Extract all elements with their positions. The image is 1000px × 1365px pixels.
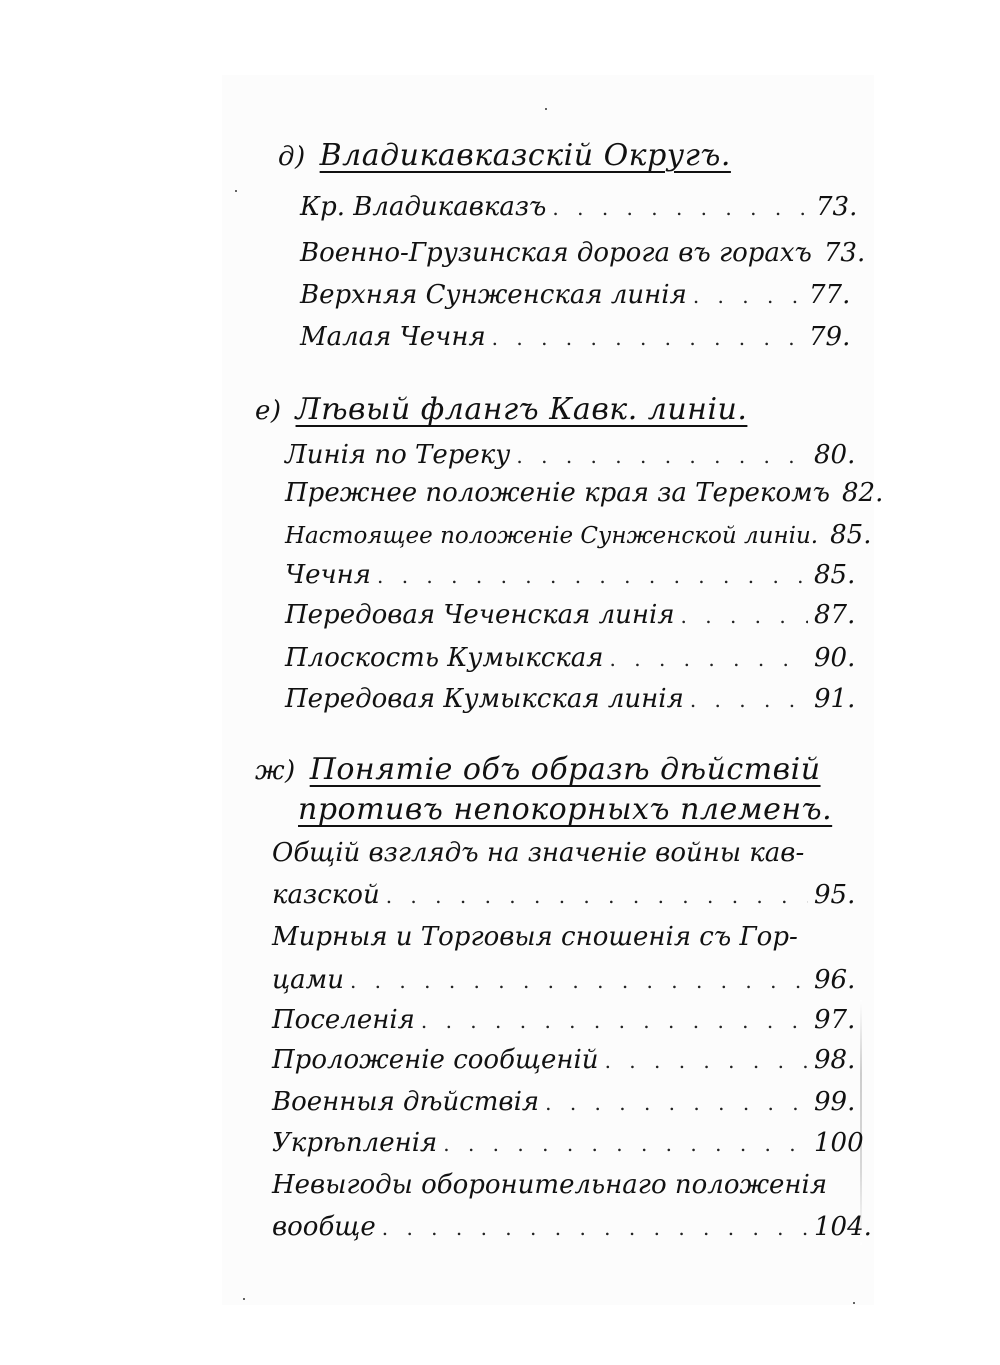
page-number: 99. — [814, 1087, 856, 1117]
entry-label: Передовая Кумыкская линія — [285, 684, 684, 714]
page-number: 100 — [814, 1128, 864, 1158]
page-number: 91. — [814, 684, 856, 714]
entry-label: Линія по Тереку — [285, 440, 511, 470]
dot-leader — [605, 1049, 808, 1073]
page-number: 82. — [841, 478, 884, 508]
page-number: 96. — [814, 965, 856, 995]
entry-label: Общій взглядъ на значеніе войны кав- — [272, 838, 805, 868]
page-number: 95. — [814, 880, 856, 910]
toc-entry — [285, 684, 870, 714]
page-number: 73. — [823, 238, 866, 268]
page-number: 90. — [814, 643, 856, 673]
entry-label: Военныя дѣйствія — [272, 1087, 540, 1117]
section-marker: е) — [255, 396, 282, 426]
toc-entry — [272, 1212, 870, 1242]
toc-entry — [300, 280, 865, 310]
toc-entry — [272, 1045, 870, 1075]
page-number: 85. — [814, 560, 856, 590]
dot-leader — [382, 1216, 808, 1240]
entry-label: Прежнее положеніе края за Терекомъ — [285, 478, 830, 508]
dot-leader — [421, 1009, 808, 1033]
section-marker: д) — [278, 142, 306, 172]
toc-entry — [285, 478, 884, 508]
dot-leader — [552, 196, 810, 220]
toc-entry — [285, 560, 870, 590]
section-title: Владикавказскій Округъ. — [319, 138, 731, 173]
entry-label: Невыгоды оборонительнаго положенія — [272, 1170, 828, 1200]
entry-label-continuation: вообще — [272, 1212, 376, 1242]
toc-entry — [272, 1087, 870, 1117]
toc-entry — [300, 322, 865, 352]
dot-leader — [681, 604, 808, 628]
toc-entry — [300, 238, 865, 268]
page-number: 98. — [814, 1045, 856, 1075]
entry-label: Кр. Владикавказъ — [300, 192, 547, 222]
section-title-continuation: противъ непокорныхъ племенъ. — [298, 792, 833, 827]
section-heading-zh — [255, 752, 821, 787]
dot-leader — [610, 647, 808, 671]
dot-leader — [693, 284, 803, 308]
entry-label: Чечня — [285, 560, 371, 590]
entry-label: Мирныя и Торговыя сношенія съ Гор- — [272, 922, 798, 952]
page-number: 104. — [814, 1212, 872, 1242]
toc-entry — [300, 192, 872, 222]
page-number: 97. — [814, 1005, 856, 1035]
toc-entry — [272, 1128, 870, 1158]
dot-leader — [443, 1132, 808, 1156]
section-title: Понятіе объ образѣ дѣйствій — [309, 752, 821, 787]
page-number: 80. — [814, 440, 856, 470]
toc-entry — [285, 440, 870, 470]
toc-entry — [272, 880, 870, 910]
entry-label: Плоскость Кумыкская — [285, 643, 604, 673]
page-number: 77. — [809, 280, 851, 310]
dot-leader — [350, 969, 808, 993]
toc-entry — [272, 1005, 870, 1035]
entry-label: Укрѣпленія — [272, 1128, 438, 1158]
page-number: 73. — [816, 192, 858, 222]
section-heading-e — [255, 392, 747, 427]
entry-label: Поселенія — [272, 1005, 415, 1035]
dot-leader — [516, 444, 808, 468]
page-number: 87. — [814, 600, 856, 630]
entry-label: Передовая Чеченская линія — [285, 600, 675, 630]
dot-leader — [386, 884, 808, 908]
dot-leader — [690, 688, 808, 712]
toc-entry — [285, 520, 870, 550]
entry-label: Проложеніе сообщеній — [272, 1045, 599, 1075]
dot-leader — [377, 564, 808, 588]
toc-entry — [272, 965, 870, 995]
toc-entry — [285, 600, 870, 630]
section-title: Лѣвый флангъ Кавк. линіи. — [295, 392, 748, 427]
toc-entry — [285, 643, 870, 673]
section-marker: ж) — [255, 756, 296, 786]
entry-label: Настоящее положеніе Сунженской линіи. — [285, 523, 819, 549]
entry-label-continuation: казской — [272, 880, 380, 910]
section-heading-d — [278, 138, 731, 173]
page-number: 85. — [830, 520, 872, 550]
entry-label: Малая Чечня — [300, 322, 486, 352]
dot-leader — [545, 1091, 808, 1115]
entry-label: Военно-Грузинская дорога въ горахъ — [300, 238, 812, 268]
entry-label-continuation: цами — [272, 965, 344, 995]
dot-leader — [492, 326, 803, 350]
page-number: 79. — [809, 322, 851, 352]
entry-label: Верхняя Сунженская линія — [300, 280, 687, 310]
